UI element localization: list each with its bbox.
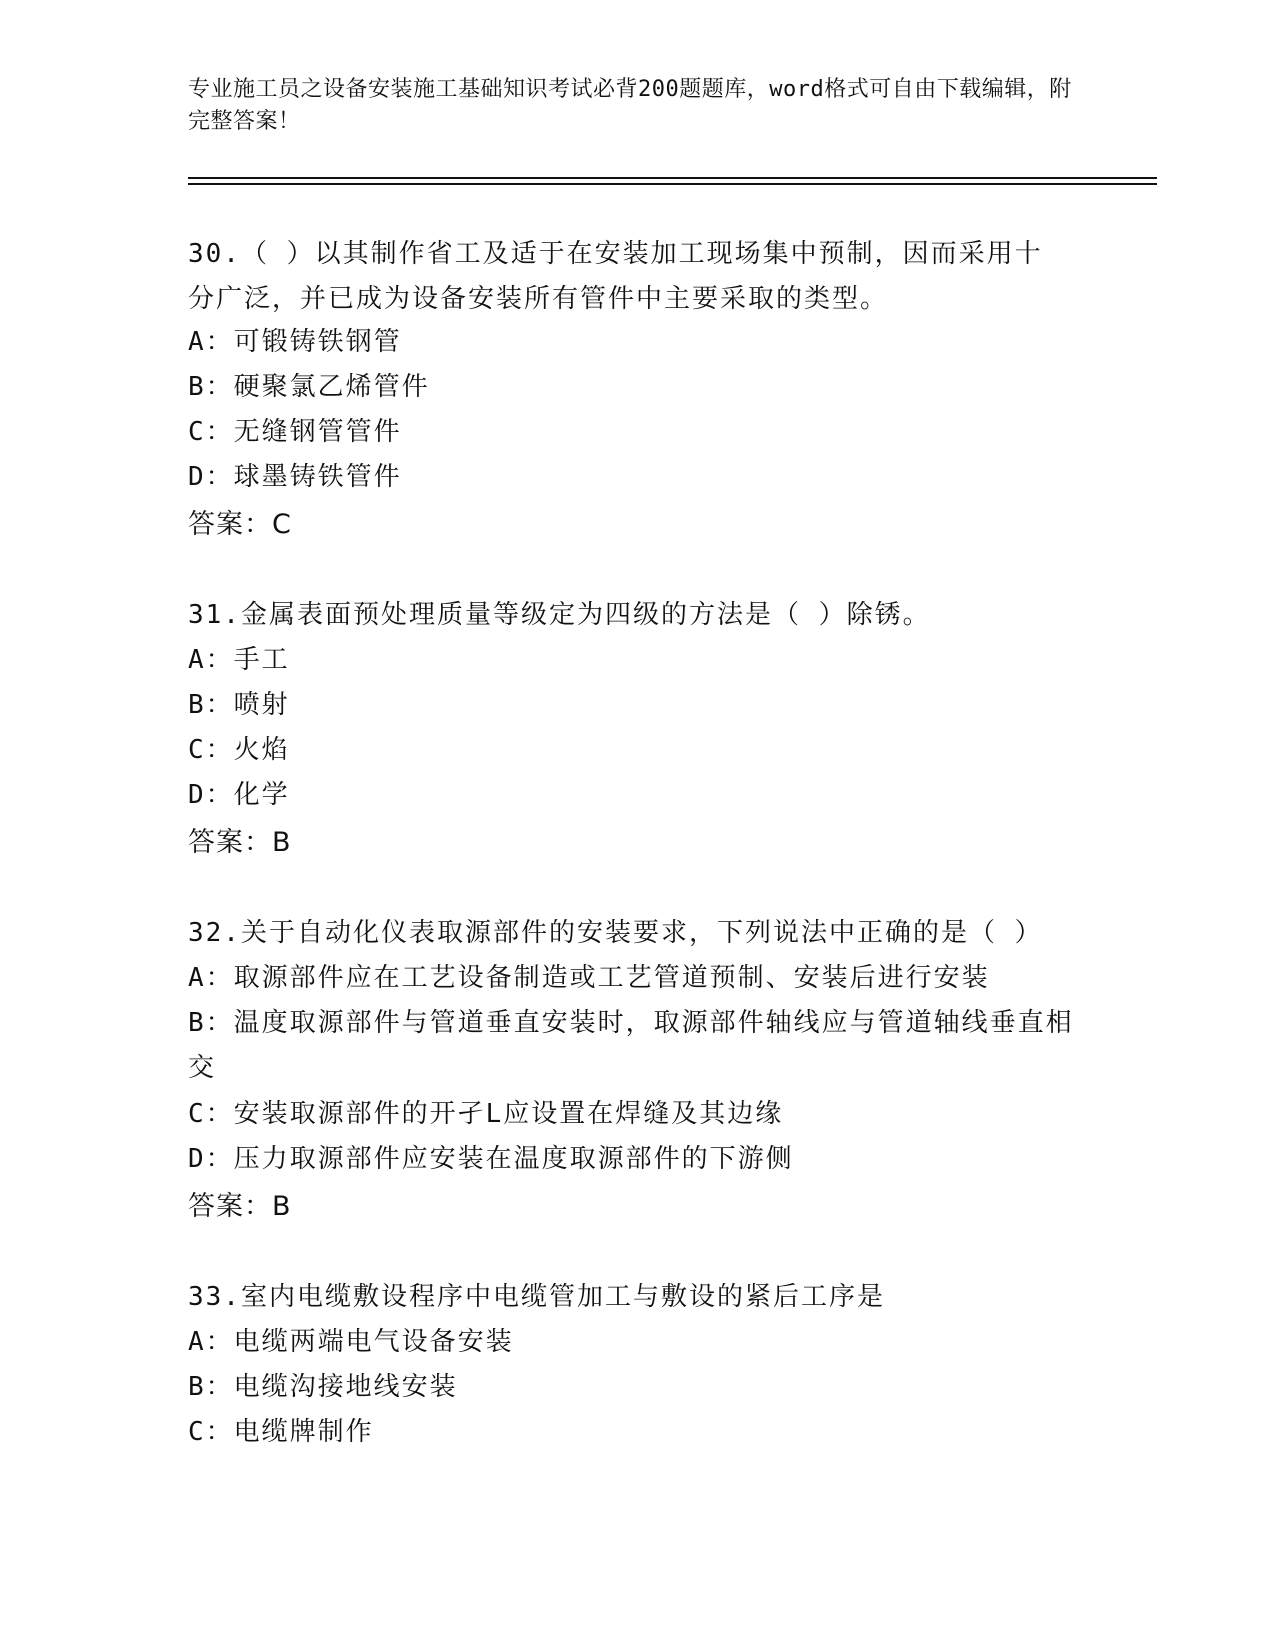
question-31-title: 31.金属表面预处理质量等级定为四级的方法是（ ）除锈。: [188, 600, 931, 630]
question-32-answer: 答案：B: [188, 1191, 292, 1222]
question-31-option-c: C：火焰: [188, 735, 290, 765]
question-32-option-b: B：温度取源部件与管道垂直安装时，取源部件轴线应与管道轴线垂直相交: [188, 1008, 1074, 1083]
question-30-option-c: C：无缝钢管管件: [188, 417, 402, 447]
question-32-option-a: A：取源部件应在工艺设备制造或工艺管道预制、安装后进行安装: [188, 963, 990, 993]
question-31-option-d: D：化学: [188, 780, 290, 810]
document-header: 专业施工员之设备安装施工基础知识考试必背200题题库，word格式可自由下载编辑，附完整答案！: [188, 77, 1072, 134]
question-33-title: 33.室内电缆敷设程序中电缆管加工与敷设的紧后工序是: [188, 1282, 885, 1312]
question-33-option-c: C：电缆牌制作: [188, 1417, 374, 1447]
question-33-option-b: B：电缆沟接地线安装: [188, 1372, 458, 1402]
question-31-answer: 答案：B: [188, 827, 292, 858]
header-divider-bottom: [188, 183, 1157, 185]
question-33-option-a: A：电缆两端电气设备安装: [188, 1327, 514, 1357]
question-31-option-a: A：手工: [188, 645, 290, 675]
question-30-title: 30.（ ）以其制作省工及适于在安装加工现场集中预制，因而采用十分广泛，并已成为设备安装所有管件中主要采取的类型。: [188, 239, 1043, 314]
question-32-option-c: C：安装取源部件的开孑L应设置在焊缝及其边缘: [188, 1099, 784, 1129]
question-32-title: 32.关于自动化仪表取源部件的安装要求，下列说法中正确的是（ ）: [188, 918, 1043, 948]
question-30-option-a: A：可锻铸铁钢管: [188, 327, 402, 357]
question-30-option-d: D：球墨铸铁管件: [188, 462, 402, 492]
question-30-option-b: B：硬聚氯乙烯管件: [188, 372, 430, 402]
header-divider-top: [188, 177, 1157, 179]
question-31-option-b: B：喷射: [188, 690, 290, 720]
question-32-option-d: D：压力取源部件应安装在温度取源部件的下游侧: [188, 1144, 794, 1174]
question-30-answer: 答案：C: [188, 509, 292, 540]
